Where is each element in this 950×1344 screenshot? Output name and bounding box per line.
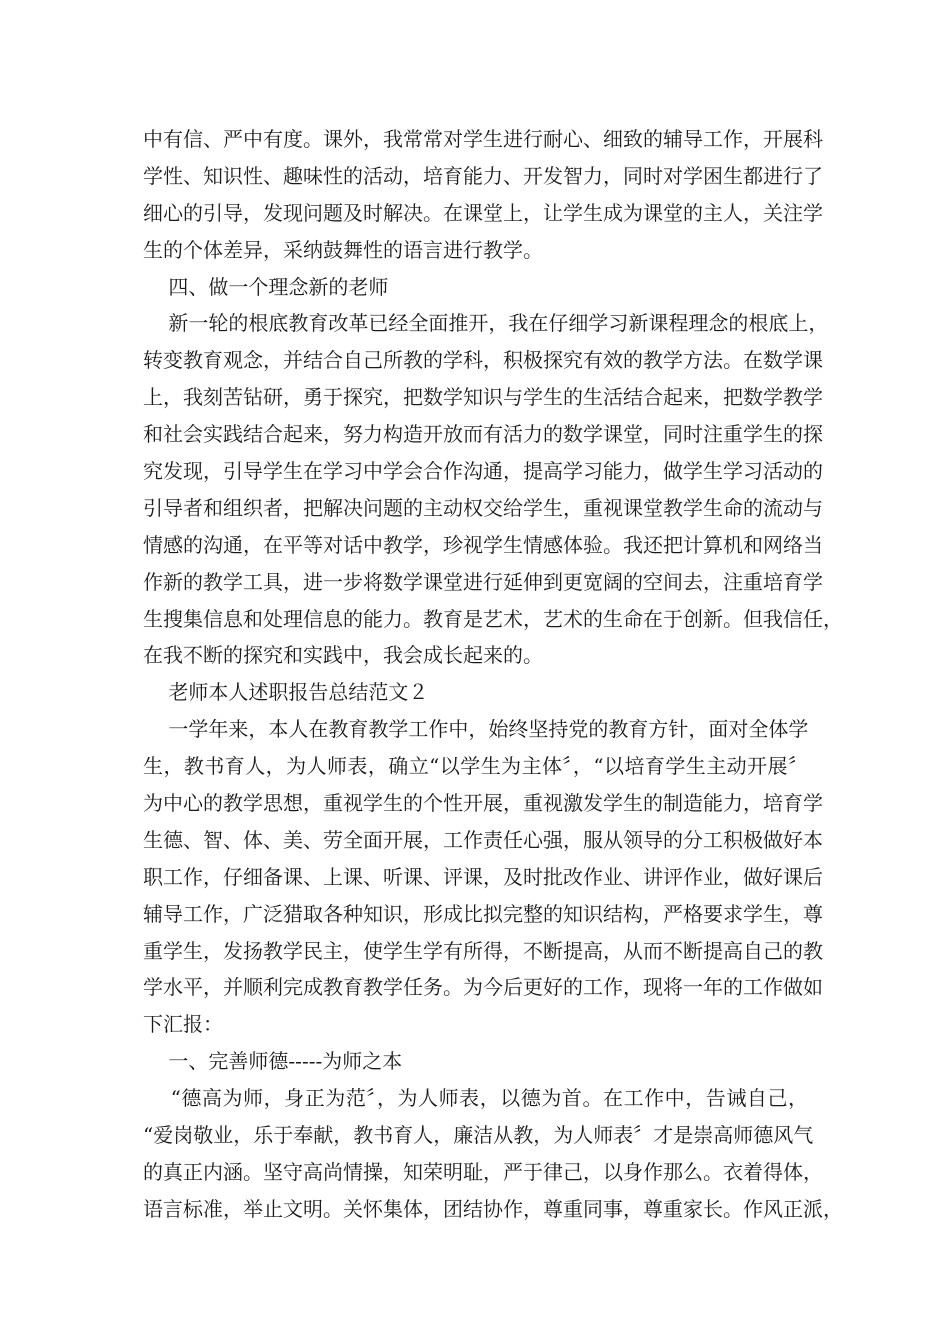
text-line: “爱岗敬业，乐于奉献，教书育人，廉洁从教，为人师表〞才是崇高师德风气 bbox=[143, 1123, 814, 1148]
text-line: 学水平，并顺利完成教育教学任务。为今后更好的工作，现将一年的工作做如 bbox=[143, 975, 823, 1000]
text-line: 中有信、严中有度。课外，我常常对学生进行耐心、细致的辅导工作，开展科 bbox=[143, 127, 823, 151]
text-line: 究发现，引导学生在学习中学会合作沟通，提高学习能力，做学生学习活动的 bbox=[143, 459, 823, 484]
text-line: 上，我刻苦钻研，勇于探究，把数学知识与学生的生活结合起来，把数学教学 bbox=[143, 385, 823, 410]
text-line: 在我不断的探究和实践中，我会成长起来的。 bbox=[143, 643, 543, 668]
text-line: “德高为师，身正为范〞，为人师表，以德为首。在工作中，告诫自己， bbox=[143, 1086, 808, 1111]
text-line: 和社会实践结合起来，努力构造开放而有活力的数学课堂，同时注重学生的探 bbox=[143, 422, 823, 447]
text-line: 下汇报： bbox=[143, 1012, 223, 1037]
text-line: 一、完善师德-----为师之本 bbox=[143, 1049, 403, 1074]
text-line: 引导者和组织者，把解决问题的主动权交给学生，重视课堂教学生命的流动与 bbox=[143, 495, 823, 520]
text-line: 新一轮的根底教育改革已经全面推开，我在仔细学习新课程理念的根底上， bbox=[143, 311, 829, 336]
text-line: 四、做一个理念新的老师 bbox=[143, 274, 389, 299]
text-line: 生搜集信息和处理信息的能力。教育是艺术，艺术的生命在于创新。但我信任， bbox=[143, 606, 843, 631]
text-line: 为中心的教学思想，重视学生的个性开展，重视激发学生的制造能力，培育学 bbox=[143, 791, 823, 816]
text-line: 生德、智、体、美、劳全面开展，工作责任心强，服从领导的分工积极做好本 bbox=[143, 827, 823, 852]
text-line: 职工作，仔细备课、上课、听课、评课，及时批改作业、讲评作业，做好课后 bbox=[143, 864, 823, 889]
text-line: 情感的沟通，在平等对话中教学，珍视学生情感体验。我还把计算机和网络当 bbox=[143, 532, 823, 557]
text-line: 老师本人述职报告总结范文２ bbox=[143, 680, 429, 705]
text-line: 语言标准，举止文明。关怀集体，团结协作，尊重同事，尊重家长。作风正派， bbox=[143, 1196, 843, 1221]
text-line: 生的个体差异，采纳鼓舞性的语言进行教学。 bbox=[143, 237, 543, 262]
text-line: 一学年来，本人在教育教学工作中，始终坚持党的教育方针，面对全体学 bbox=[143, 717, 809, 742]
body-text bbox=[143, 121, 843, 1228]
text-line: 重学生，发扬教学民主，使学生学有所得，不断提高，从而不断提高自己的教 bbox=[143, 938, 823, 963]
text-line: 细心的引导，发现问题及时解决。在课堂上，让学生成为课堂的主人，关注学 bbox=[143, 200, 823, 225]
text-line: 的真正内涵。坚守高尚情操，知荣明耻，严于律己，以身作那么。衣着得体， bbox=[143, 1159, 823, 1184]
text-line: 作新的教学工具，进一步将数学课堂进行延伸到更宽阔的空间去，注重培育学 bbox=[143, 569, 823, 594]
text-line: 转变教育观念，并结合自己所教的学科，积极探究有效的教学方法。在数学课 bbox=[143, 348, 823, 373]
text-line: 学性、知识性、趣味性的活动，培育能力、开发智力，同时对学困生都进行了 bbox=[143, 163, 823, 188]
text-line: 生，教书育人，为人师表，确立“以学生为主体〞，“以培育学生主动开展〞 bbox=[143, 754, 808, 779]
text-line: 辅导工作，广泛猎取各种知识，形成比拟完整的知识结构，严格要求学生，尊 bbox=[143, 901, 823, 926]
